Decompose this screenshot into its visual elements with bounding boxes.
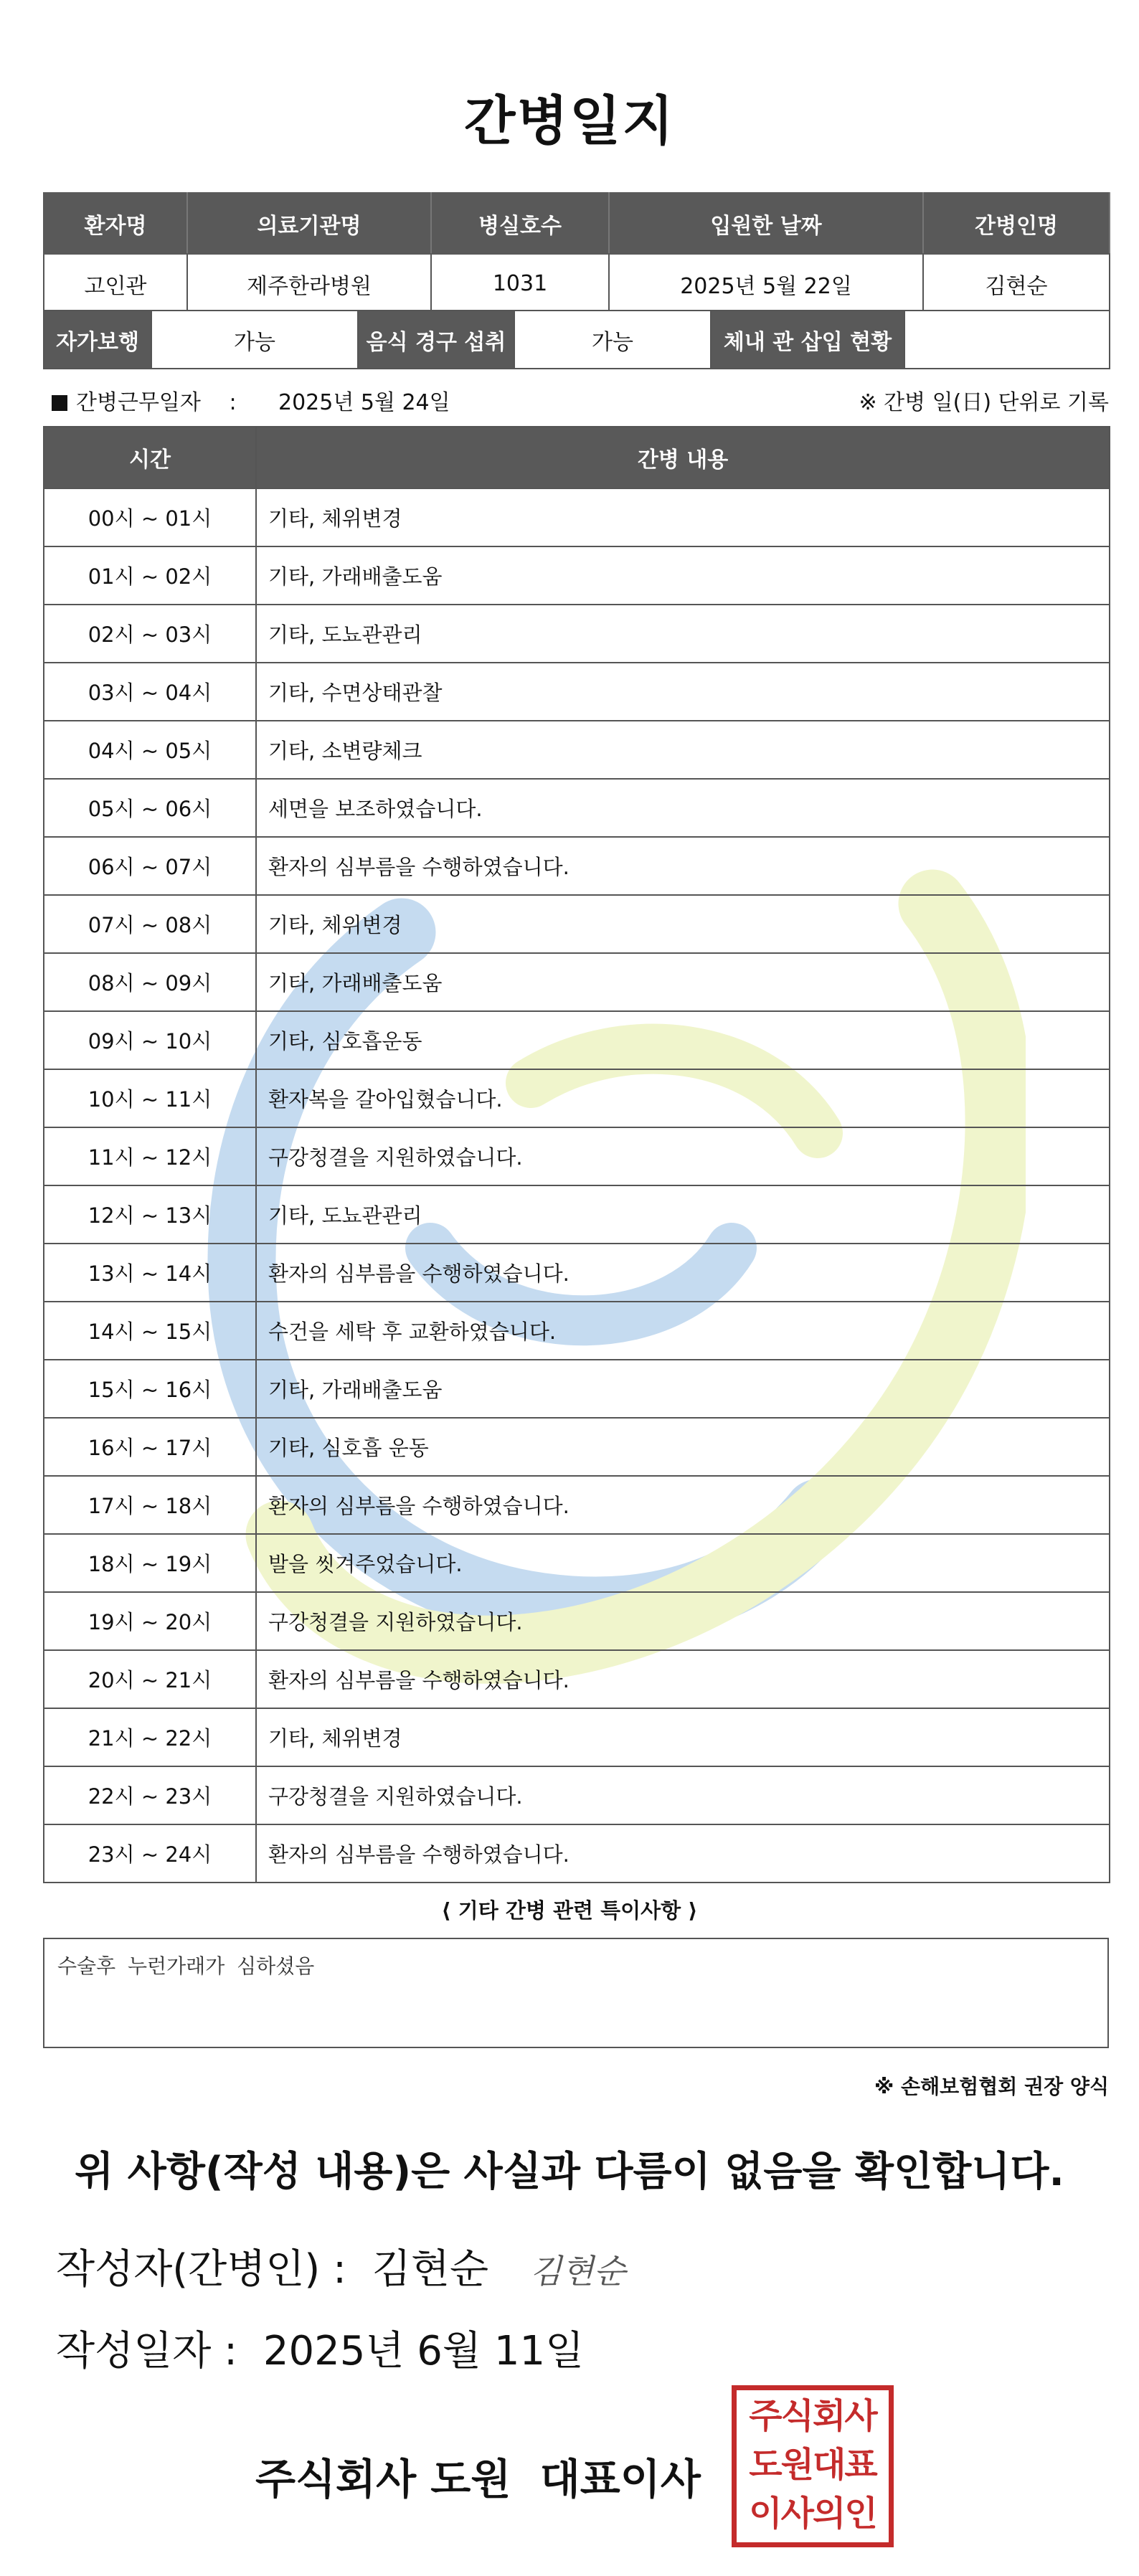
care-log-row [44,895,1110,953]
care-log-content: 기타, 가래배출도움 [256,953,1110,1011]
care-log-content: 환자의 심부름을 수행하였습니다. [256,1476,1110,1534]
patient-name: 고인관 [44,254,187,313]
care-log-time: 17시 ~ 18시 [44,1476,256,1534]
seal-row: 이사의인 [749,2494,876,2534]
care-log-time: 03시 ~ 04시 [44,663,256,721]
care-log-content: 기타, 체위변경 [256,895,1110,953]
care-log-time: 14시 ~ 15시 [44,1302,256,1360]
care-log-table [43,426,1110,1883]
patient-status-table [43,310,1110,369]
header-patient-name: 환자명 [44,193,187,254]
work-date-separator: : [229,390,237,415]
care-log-row [44,546,1110,605]
care-log-time: 22시 ~ 23시 [44,1766,256,1824]
unit-note: ※ 간병 일(日) 단위로 기록 [859,390,1109,415]
care-log-content: 기타, 체위변경 [256,488,1110,546]
care-log-row [44,837,1110,895]
header-care-content: 간병 내용 [256,427,1110,488]
special-notes-text: 수술후 누런가래가 심하셨음 [57,1954,315,1978]
special-notes-title: ⟨ 기타 간병 관련 특이사항 ⟩ [441,1898,698,1923]
care-log-time: 04시 ~ 05시 [44,721,256,779]
care-log-time: 19시 ~ 20시 [44,1592,256,1650]
work-date-label: 간병근무일자 [76,390,201,415]
care-log-row [44,779,1110,837]
self-walk-value: 가능 [151,311,358,369]
care-log-time: 01시 ~ 02시 [44,546,256,605]
header-caregiver-name: 간병인명 [923,193,1110,254]
care-log-content: 발을 씻겨주었습니다. [256,1534,1110,1592]
seal-row: 도원대표 [749,2445,876,2485]
room-number: 1031 [431,254,609,313]
patient-status-row [44,311,1110,369]
care-log-time: 11시 ~ 12시 [44,1127,256,1185]
care-log-time: 23시 ~ 24시 [44,1824,256,1883]
patient-info-header-row [44,193,1110,254]
care-log-content: 환자의 심부름을 수행하였습니다. [256,1244,1110,1302]
oral-intake-value: 가능 [514,311,711,369]
care-log-time: 08시 ~ 09시 [44,953,256,1011]
patient-info-table [43,192,1110,314]
care-log-row [44,1127,1110,1185]
care-log-row [44,1766,1110,1824]
care-log-content: 기타, 심호흡운동 [256,1011,1110,1069]
care-log-content: 기타, 가래배출도움 [256,546,1110,605]
care-log-row [44,1011,1110,1069]
care-log-content: 수건을 세탁 후 교환하였습니다. [256,1302,1110,1360]
care-log-time: 20시 ~ 21시 [44,1650,256,1708]
care-log-time: 09시 ~ 10시 [44,1011,256,1069]
written-date-label: 작성일자 : [56,2328,238,2374]
care-log-time: 12시 ~ 13시 [44,1185,256,1244]
special-notes-box [43,1938,1109,2048]
tube-insertion-value [904,311,1110,369]
care-log-row [44,1650,1110,1708]
care-log-content: 기타, 도뇨관관리 [256,1185,1110,1244]
writer-line [56,2238,625,2295]
care-log-time: 06시 ~ 07시 [44,837,256,895]
seal-row: 주식회사 [749,2396,876,2436]
patient-info-value-row [44,254,1110,313]
care-log-time: 10시 ~ 11시 [44,1069,256,1127]
header-hospital-name: 의료기관명 [187,193,431,254]
care-log-content: 기타, 심호흡 운동 [256,1418,1110,1476]
care-log-row [44,1302,1110,1360]
care-log-row [44,605,1110,663]
writer-name: 김현순 [372,2246,489,2293]
care-log-time: 18시 ~ 19시 [44,1534,256,1592]
writer-label: 작성자(간병인) : [56,2246,346,2293]
header-time: 시간 [44,427,256,488]
care-log-time: 07시 ~ 08시 [44,895,256,953]
company-seal-stamp [732,2385,894,2547]
care-log-content: 환자복을 갈아입혔습니다. [256,1069,1110,1127]
caregiver-name: 김현순 [923,254,1110,313]
care-log-row [44,1069,1110,1127]
care-log-time: 13시 ~ 14시 [44,1244,256,1302]
care-log-row [44,1418,1110,1476]
admission-date: 2025년 5월 22일 [609,254,923,313]
page-title: 간병일지 [464,90,675,152]
care-log-row [44,721,1110,779]
care-log-time: 00시 ~ 01시 [44,488,256,546]
care-log-content: 환자의 심부름을 수행하였습니다. [256,837,1110,895]
care-log-row [44,1185,1110,1244]
form-source-note: ※ 손해보험협회 권장 양식 [874,2075,1109,2098]
care-log-time: 16시 ~ 17시 [44,1418,256,1476]
care-log-content: 구강청결을 지원하였습니다. [256,1592,1110,1650]
header-room-number: 병실호수 [431,193,609,254]
care-log-content: 구강청결을 지원하였습니다. [256,1127,1110,1185]
care-log-content: 기타, 소변량체크 [256,721,1110,779]
care-log-row [44,953,1110,1011]
care-log-content: 기타, 도뇨관관리 [256,605,1110,663]
written-date-value: 2025년 6월 11일 [263,2328,585,2374]
care-log-time: 05시 ~ 06시 [44,779,256,837]
work-date-line [52,382,1109,417]
care-log-header-row [44,427,1110,488]
self-walk-label: 자가보행 [44,311,151,369]
care-log-row [44,1476,1110,1534]
care-log-row [44,1708,1110,1766]
care-log-content: 기타, 수면상태관찰 [256,663,1110,721]
care-log-row [44,488,1110,546]
tube-insertion-label: 체내 관 삽입 현황 [711,311,904,369]
care-log-content: 환자의 심부름을 수행하였습니다. [256,1824,1110,1883]
oral-intake-label: 음식 경구 섭취 [358,311,514,369]
care-log-row [44,663,1110,721]
writer-signature: 김현순 [529,2252,626,2291]
hospital-name: 제주한라병원 [187,254,431,313]
care-log-row [44,1534,1110,1592]
written-date-line [56,2319,584,2377]
care-log-time: 21시 ~ 22시 [44,1708,256,1766]
care-log-content: 기타, 체위변경 [256,1708,1110,1766]
care-log-row [44,1244,1110,1302]
square-bullet-icon [52,395,67,411]
care-log-time: 15시 ~ 16시 [44,1360,256,1418]
care-log-content: 기타, 가래배출도움 [256,1360,1110,1418]
care-log-row [44,1592,1110,1650]
care-log-row [44,1824,1110,1883]
care-log-content: 환자의 심부름을 수행하였습니다. [256,1650,1110,1708]
care-log-time: 02시 ~ 03시 [44,605,256,663]
company-representative: 주식회사 도원 대표이사 [255,2455,701,2504]
confirmation-statement: 위 사항(작성 내용)은 사실과 다름이 없음을 확인합니다. [75,2149,1064,2195]
header-admission-date: 입원한 날짜 [609,193,923,254]
care-log-content: 구강청결을 지원하였습니다. [256,1766,1110,1824]
care-log-content: 세면을 보조하였습니다. [256,779,1110,837]
work-date: 2025년 5월 24일 [278,390,450,415]
care-log-row [44,1360,1110,1418]
